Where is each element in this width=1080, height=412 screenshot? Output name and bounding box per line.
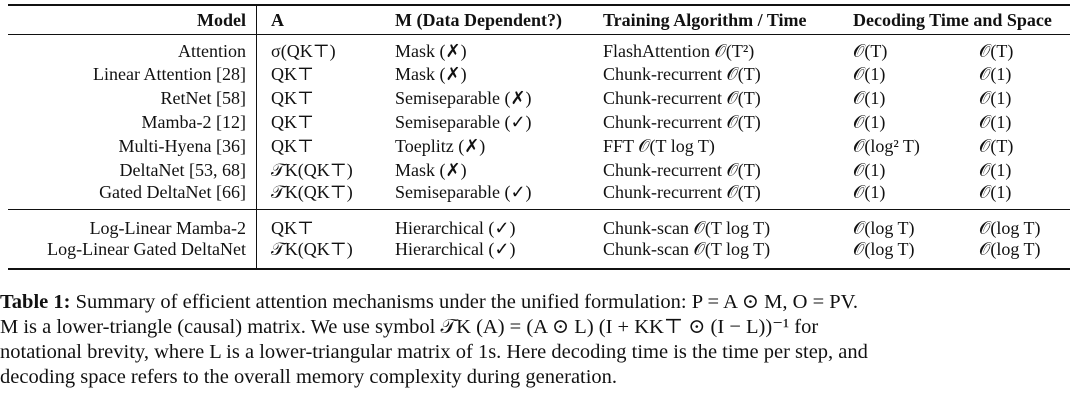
cell-training: Chunk-recurrent 𝒪(T) [603, 111, 761, 132]
caption-line-4: decoding space refers to the overall memory complexity during generation. [0, 366, 618, 388]
cell-training: FFT 𝒪(T log T) [603, 135, 715, 156]
table-row [8, 210, 1070, 240]
cell-decode-space: 𝒪(1) [979, 182, 1012, 202]
cell-model: Log-Linear Mamba-2 [8, 210, 257, 240]
cell-decode-time: 𝒪(1) [853, 87, 886, 108]
header-row [8, 5, 1070, 35]
cell-model: RetNet [58] [8, 86, 257, 110]
attention-summary-table [8, 4, 1070, 270]
caption-line-1-text: Summary of efficient attention mechanisms under the unified formulation: P = A ⊙ M, O = PV. [75, 291, 858, 313]
cell-m: Mask (✗) [395, 63, 467, 84]
attention-summary-table-container [8, 4, 1070, 270]
table-row [8, 35, 1070, 63]
cell-m: Semiseparable (✗) [395, 87, 532, 108]
cell-decode-space: 𝒪(1) [979, 87, 1012, 108]
cell-training: Chunk-recurrent 𝒪(T) [603, 63, 761, 84]
cell-model: Linear Attention [28] [8, 62, 257, 86]
cell-a: 𝒯K(QK⊤) [271, 159, 353, 180]
cell-decode-space: 𝒪(T) [979, 135, 1014, 156]
cell-decode-space: 𝒪(log T) [979, 239, 1041, 259]
header-decoding: Decoding Time and Space [853, 9, 1052, 30]
cell-m: Hierarchical (✓) [395, 239, 516, 259]
cell-training: Chunk-recurrent 𝒪(T) [603, 182, 761, 202]
cell-model: Log-Linear Gated DeltaNet [8, 239, 257, 269]
cell-decode-space: 𝒪(1) [979, 111, 1012, 132]
cell-training: FlashAttention 𝒪(T²) [603, 41, 755, 61]
caption-line-2: M is a lower-triangle (causal) matrix. We use symbol 𝒯K (A) = (A ⊙ L) (I + KK⊤ ⊙ (I − L))⁻¹ for [0, 316, 819, 338]
cell-m: Semiseparable (✓) [395, 111, 532, 132]
table-row [8, 134, 1070, 158]
cell-training: Chunk-scan 𝒪(T log T) [603, 218, 771, 238]
header-a: A [271, 9, 284, 30]
cell-m: Hierarchical (✓) [395, 218, 516, 238]
cell-decode-time: 𝒪(1) [853, 182, 886, 202]
cell-decode-space: 𝒪(log T) [979, 218, 1041, 238]
table-caption [0, 290, 1078, 390]
cell-decode-space: 𝒪(1) [979, 159, 1012, 180]
caption-label: Table 1: [0, 291, 71, 313]
cell-a: QK⊤ [271, 135, 314, 156]
cell-decode-time: 𝒪(log T) [853, 239, 915, 259]
cell-model: Mamba-2 [12] [8, 110, 257, 134]
caption-line-3: notational brevity, where L is a lower-triangular matrix of 1s. Here decoding time is the time per step, and [0, 341, 868, 363]
table-header [8, 5, 1070, 35]
cell-training: Chunk-recurrent 𝒪(T) [603, 87, 761, 108]
cell-m: Semiseparable (✓) [395, 182, 532, 202]
cell-a: 𝒯K(QK⊤) [271, 182, 353, 202]
table-row [8, 86, 1070, 110]
table-body-baselines [8, 35, 1070, 210]
cell-model: Attention [8, 35, 257, 63]
cell-a: σ(QK⊤) [271, 41, 336, 61]
table-row [8, 182, 1070, 210]
cell-model: Multi-Hyena [36] [8, 134, 257, 158]
cell-model: DeltaNet [53, 68] [8, 158, 257, 182]
cell-a: QK⊤ [271, 218, 314, 238]
cell-training: Chunk-scan 𝒪(T log T) [603, 239, 771, 259]
cell-a: QK⊤ [271, 87, 314, 108]
table-row [8, 110, 1070, 134]
table-row [8, 62, 1070, 86]
cell-decode-time: 𝒪(1) [853, 159, 886, 180]
table-row [8, 158, 1070, 182]
cell-model: Gated DeltaNet [66] [8, 182, 257, 210]
cell-a: 𝒯K(QK⊤) [271, 239, 353, 259]
header-m: M (Data Dependent?) [395, 9, 562, 30]
cell-m: Toeplitz (✗) [395, 135, 486, 156]
table-row [8, 239, 1070, 269]
cell-decode-time: 𝒪(1) [853, 63, 886, 84]
cell-decode-space: 𝒪(1) [979, 63, 1012, 84]
cell-m: Mask (✗) [395, 41, 467, 61]
cell-training: Chunk-recurrent 𝒪(T) [603, 159, 761, 180]
header-training: Training Algorithm / Time [603, 9, 807, 30]
cell-decode-time: 𝒪(log² T) [853, 135, 920, 156]
cell-m: Mask (✗) [395, 159, 467, 180]
cell-a: QK⊤ [271, 63, 314, 84]
cell-decode-time: 𝒪(log T) [853, 218, 915, 238]
table-body-log-linear [8, 210, 1070, 270]
cell-decode-time: 𝒪(T) [853, 41, 888, 61]
cell-decode-space: 𝒪(T) [979, 41, 1014, 61]
caption-line-1 [0, 290, 1078, 315]
header-model: Model [8, 5, 257, 35]
cell-a: QK⊤ [271, 111, 314, 132]
cell-decode-time: 𝒪(1) [853, 111, 886, 132]
